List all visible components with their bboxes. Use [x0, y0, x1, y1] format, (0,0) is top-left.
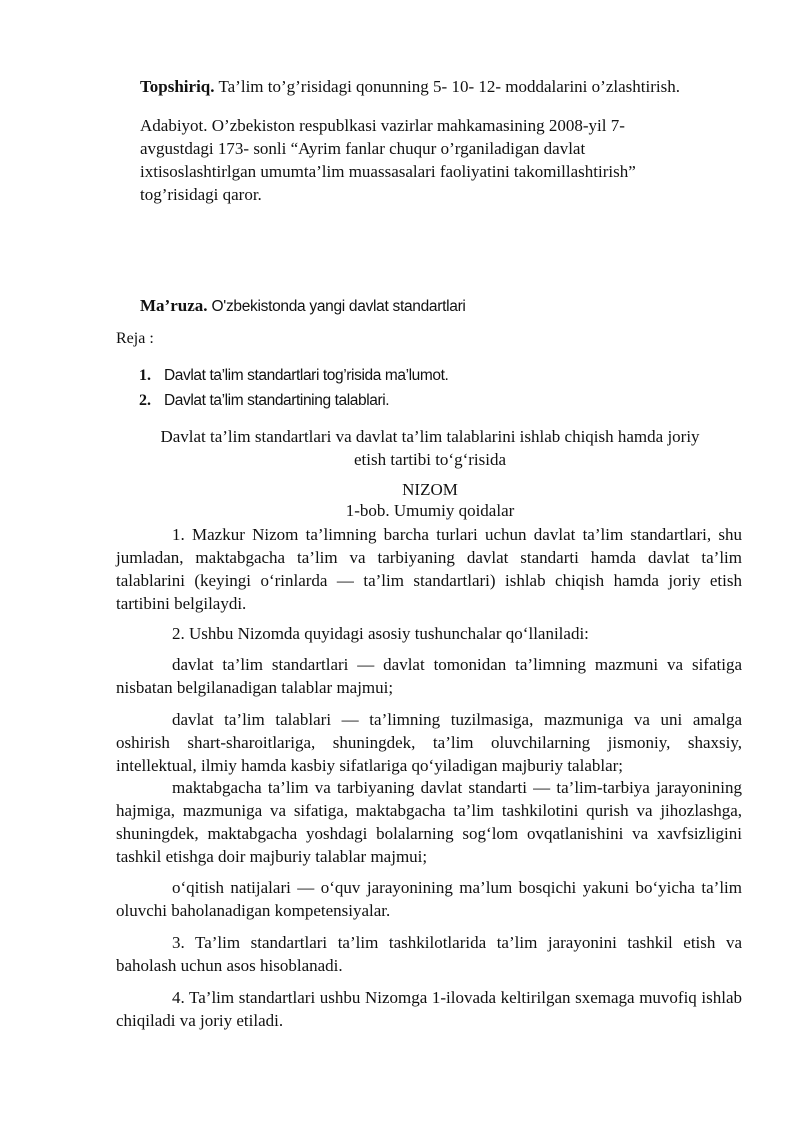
- task-text: Ta’lim to’g’risidagi qonunning 5- 10- 12- moddalarini o’zlashtirish.: [214, 77, 680, 96]
- literature-line: tog’risidagi qaror.: [140, 185, 262, 204]
- document-heading-line: Davlat ta’lim standartlari va davlat ta’lim talablarini ishlab chiqish hamda joriy: [160, 427, 700, 446]
- plan-item: [139, 367, 448, 385]
- nizom-heading: [100, 479, 760, 521]
- plan-label: Reja :: [116, 330, 154, 347]
- plan-item-text: Davlat ta’lim standartining talablari.: [164, 392, 390, 409]
- lecture-label: Ma’ruza.: [140, 296, 208, 315]
- paragraph: davlat ta’lim talablari — ta’limning tuzilmasiga, mazmuniga va uni amalga oshirish shart-sharoitlariga, shuningdek, ta’lim oluvchilarning jismoniy, shaxsiy, intellektual, ilmiy hamda kasbiy sifatlariga qo‘yiladigan majburiy talablar;: [116, 710, 742, 775]
- paragraph: o‘qitish natijalari — o‘quv jarayonining ma’lum bosqichi yakuni bo‘yicha ta’lim oluvchi baholanadigan kompetensiyalar.: [116, 878, 742, 920]
- document-heading: [100, 425, 760, 471]
- plan-item-number: 2.: [139, 392, 151, 409]
- task-label: Topshiriq.: [140, 77, 215, 96]
- plan-item-number: 1.: [139, 367, 151, 384]
- plan-item-text: Davlat ta’lim standartlari tog’risida ma’lumot.: [164, 367, 449, 384]
- paragraph: 1. Mazkur Nizom ta’limning barcha turlari uchun davlat ta’lim standartlari, shu jumladan, maktabgacha ta’lim va tarbiyaning davlat standarti hamda davlat ta’lim talablarini (keyingi o‘rinlarda — ta’lim standartlari) ishlab chiqish hamda joriy etish tartibini belgilaydi.: [116, 525, 742, 613]
- paragraph: 2. Ushbu Nizomda quyidagi asosiy tushunchalar qo‘llaniladi:: [172, 624, 589, 643]
- paragraph: 3. Ta’lim standartlari ta’lim tashkilotlarida ta’lim jarayonini tashkil etish va baholash uchun asos hisoblanadi.: [116, 933, 742, 975]
- literature-line: ixtisoslashtirlgan umumta’lim muassasalari faoliyatini takomillashtirish”: [140, 162, 636, 181]
- paragraph: 4. Ta’lim standartlari ushbu Nizomga 1-ilovada keltirilgan sxemaga muvofiq ishlab chiqiladi va joriy etiladi.: [116, 988, 742, 1030]
- plan-item: [139, 392, 389, 410]
- task-line: [140, 77, 780, 97]
- literature-line: avgustdagi 173- sonli “Ayrim fanlar chuqur o’rganiladigan davlat: [140, 139, 586, 158]
- document-title: NIZOM: [402, 480, 458, 499]
- chapter-title: 1-bob. Umumiy qoidalar: [345, 501, 515, 520]
- literature-block: [140, 114, 740, 206]
- lecture-text: O'zbekistonda yangi davlat standartlari: [207, 298, 466, 315]
- document-heading-line: etish tartibi to‘g‘risida: [353, 450, 507, 469]
- literature-line: Adabiyot. O’zbekiston respublkasi vazirlar mahkamasining 2008-yil 7-: [140, 116, 625, 135]
- paragraph: maktabgacha ta’lim va tarbiyaning davlat standarti — ta’lim-tarbiya jarayonining hajmiga, mazmuniga va sifatiga, maktabgacha ta’lim tashkilotini qurish va jihozlashga, shuningdek, maktabgacha yoshdagi bolalarning sog‘lom ovqatlanishini va xavfsizligini tashkil etishga doir majburiy talablar majmui;: [116, 778, 742, 866]
- paragraph: davlat ta’lim standartlari — davlat tomonidan ta’limning mazmuni va sifatiga nisbatan belgilanadigan talablar majmui;: [116, 655, 742, 697]
- lecture-line: [140, 296, 740, 316]
